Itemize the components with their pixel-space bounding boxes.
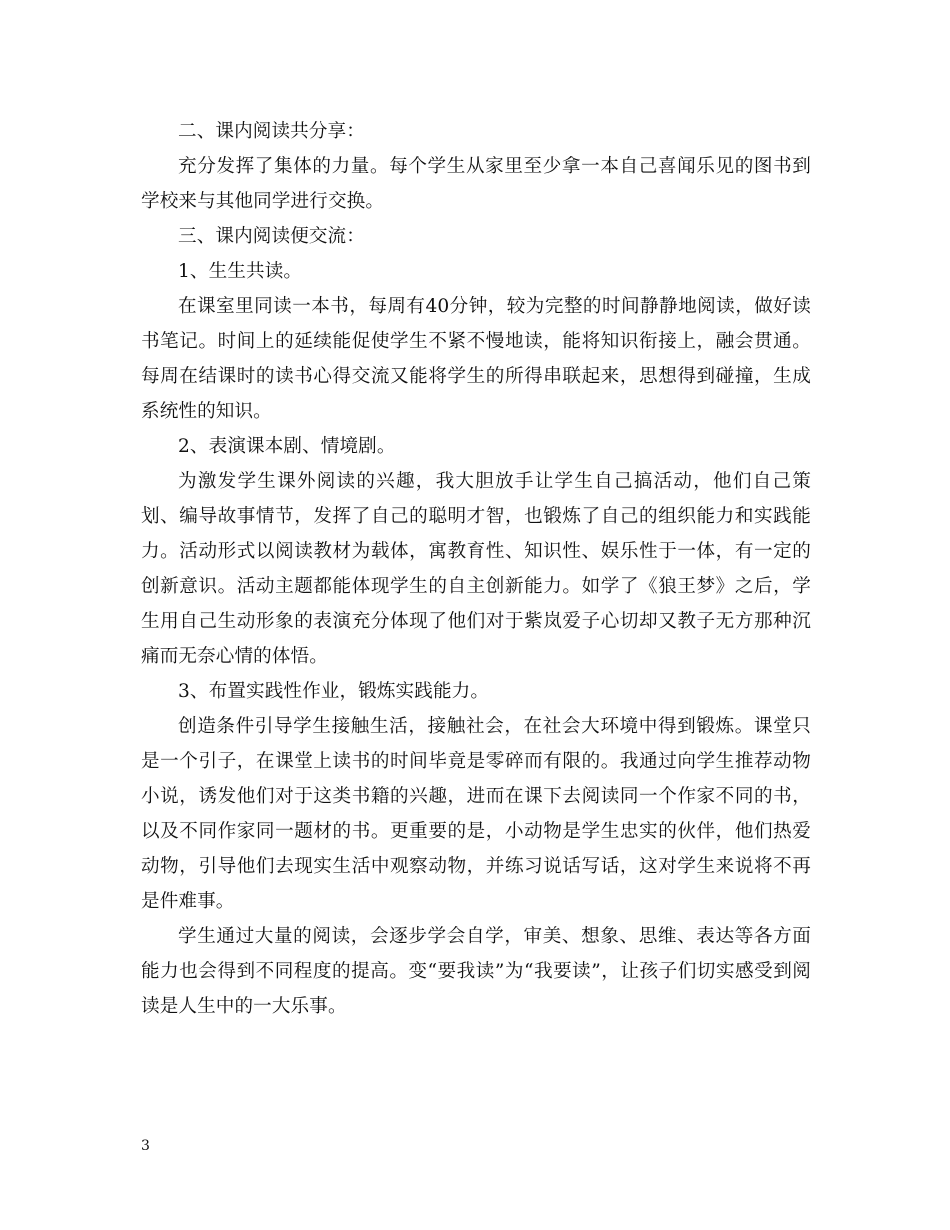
section-heading-3: 三、课内阅读便交流： <box>178 226 365 247</box>
document-body <box>141 114 811 1024</box>
subheading-2: 2、表演课本剧、情境剧。 <box>178 436 396 457</box>
paragraph: 在课室里同读一本书，每周有40分钟，较为完整的时间静静地阅读，做好读书笔记。时间上的延续能促使学生不紧不慢地读，能将知识衔接上，融会贯通。每周在结课时的读书心得交流又能将学生的所得串联起来，思想得到碰撞，生成系统性的知识。 <box>141 296 811 422</box>
paragraph: 学生通过大量的阅读，会逐步学会自学，审美、想象、思维、表达等各方面能力也会得到不同程度的提高。变“要我读”为“我要读”，让孩子们切实感受到阅读是人生中的一大乐事。 <box>141 926 811 1017</box>
subheading-1: 1、生生共读。 <box>178 261 303 282</box>
paragraph: 为激发学生课外阅读的兴趣，我大胆放手让学生自己搞活动，他们自己策划、编导故事情节，发挥了自己的聪明才智，也锻炼了自己的组织能力和实践能力。活动形式以阅读教材为载体，寓教育性、知识性、娱乐性于一体，有一定的创新意识。活动主题都能体现学生的自主创新能力。如学了《狼王梦》之后，学生用自己生动形象的表演充分体现了他们对于紫岚爱子心切却又教子无方那种沉痛而无奈心情的体悟。 <box>141 471 811 667</box>
paragraph: 创造条件引导学生接触生活，接触社会，在社会大环境中得到锻炼。课堂只是一个引子，在课堂上读书的时间毕竟是零碎而有限的。我通过向学生推荐动物小说，诱发他们对于这类书籍的兴趣，进而在课下去阅读同一个作家不同的书，以及不同作家同一题材的书。更重要的是，小动物是学生忠实的伙伴，他们热爱动物，引导他们去现实生活中观察动物，并练习说话写话，这对学生来说将不再是件难事。 <box>141 716 811 912</box>
page-number: 3 <box>141 1138 150 1154</box>
section-heading-2: 二、课内阅读共分享： <box>178 121 365 142</box>
subheading-3: 3、布置实践性作业，锻炼实践能力。 <box>178 681 490 702</box>
paragraph: 充分发挥了集体的力量。每个学生从家里至少拿一本自己喜闻乐见的图书到学校来与其他同学进行交换。 <box>141 156 811 212</box>
